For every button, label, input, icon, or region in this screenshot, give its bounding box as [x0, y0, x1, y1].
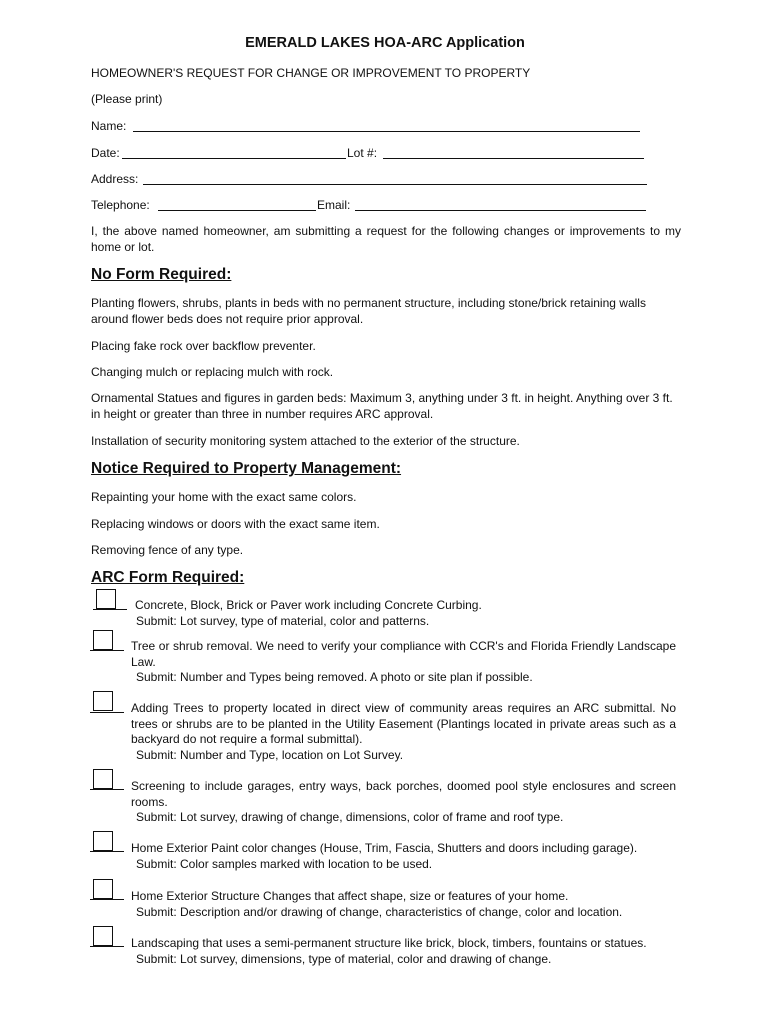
notice-item: Repainting your home with the exact same colors.	[91, 490, 357, 504]
arc-item-desc: Tree or shrub removal. We need to verify your compliance with CCR's and Florida Friendly Landscape Law.	[131, 639, 676, 669]
arc-item-desc: Home Exterior Paint color changes (House, Trim, Fascia, Shutters and doors including garage).	[131, 841, 638, 855]
arc-checkbox[interactable]	[93, 630, 113, 650]
arc-checkbox[interactable]	[93, 691, 113, 711]
date-field[interactable]	[122, 146, 346, 159]
no-form-heading: No Form Required:	[91, 266, 232, 283]
lot-field[interactable]	[383, 146, 644, 159]
arc-item-submit: Submit: Lot survey, dimensions, type of material, color and drawing of change.	[136, 951, 552, 966]
telephone-label: Telephone:	[91, 198, 150, 212]
arc-item	[131, 936, 676, 967]
arc-item-desc: Landscaping that uses a semi-permanent structure like brick, block, timbers, fountains or statues.	[131, 936, 647, 950]
date-label: Date:	[91, 146, 120, 160]
print-note: (Please print)	[91, 92, 163, 106]
intro-paragraph: I, the above named homeowner, am submitting a request for the following changes or improvements to my home or lot.	[91, 224, 681, 254]
no-form-item: Changing mulch or replacing mulch with rock.	[91, 365, 334, 379]
telephone-field[interactable]	[158, 198, 316, 211]
arc-item-submit: Submit: Description and/or drawing of change, characteristics of change, color and location.	[136, 904, 623, 919]
arc-item-desc: Concrete, Block, Brick or Paver work including Concrete Curbing.	[135, 598, 482, 612]
no-form-item: Planting flowers, shrubs, plants in beds with no permanent structure, including stone/brick retaining walls around flower beds does not require prior approval.	[91, 296, 646, 326]
checkbox-underline	[90, 650, 124, 651]
no-form-item: Ornamental Statues and figures in garden beds: Maximum 3, anything under 3 ft. in height. Anything over 3 ft. in height or greater than three in number requires ARC approval.	[91, 391, 673, 421]
address-label: Address:	[91, 172, 139, 186]
arc-item-submit: Submit: Lot survey, drawing of change, dimensions, color of frame and roof type.	[136, 810, 564, 824]
checkbox-underline	[90, 946, 124, 947]
email-label: Email:	[317, 198, 351, 212]
arc-item-submit: Submit: Number and Types being removed. A photo or site plan if possible.	[136, 670, 533, 684]
arc-item-desc: Adding Trees to property located in direct view of community areas requires an ARC submittal. No trees or shrubs are to be planted in the Utility Easement (Plantings located in private areas such as a backyard do not require a formal submittal).	[131, 701, 676, 746]
arc-checkbox[interactable]	[96, 589, 116, 609]
arc-item-submit: Submit: Color samples marked with location to be used.	[136, 856, 433, 871]
arc-item-desc: Home Exterior Structure Changes that affect shape, size or features of your home.	[131, 889, 569, 903]
lot-label: Lot #:	[347, 146, 378, 160]
checkbox-underline	[90, 899, 124, 900]
arc-item-desc: Screening to include garages, entry ways, back porches, doomed pool style enclosures and screen rooms.	[131, 779, 676, 809]
arc-item	[131, 598, 676, 629]
arc-item-submit: Submit: Lot survey, type of material, color and patterns.	[136, 613, 430, 628]
arc-heading: ARC Form Required:	[91, 569, 245, 586]
arc-item-submit: Submit: Number and Type, location on Lot Survey.	[136, 747, 404, 762]
arc-item	[131, 639, 676, 686]
notice-item: Removing fence of any type.	[91, 543, 244, 557]
checkbox-underline	[90, 789, 124, 790]
arc-checkbox[interactable]	[93, 879, 113, 899]
name-label: Name:	[91, 119, 127, 133]
checkbox-underline	[90, 851, 124, 852]
no-form-item: Installation of security monitoring system attached to the exterior of the structure.	[91, 434, 520, 448]
form-subtitle: HOMEOWNER'S REQUEST FOR CHANGE OR IMPROVEMENT TO PROPERTY	[91, 66, 531, 80]
form-title: EMERALD LAKES HOA-ARC Application	[245, 35, 525, 51]
arc-checkbox[interactable]	[93, 769, 113, 789]
notice-item: Replacing windows or doors with the exact same item.	[91, 517, 380, 531]
address-field[interactable]	[143, 172, 647, 185]
arc-item	[131, 889, 676, 920]
notice-heading: Notice Required to Property Management:	[91, 460, 402, 477]
email-field[interactable]	[355, 198, 646, 211]
arc-item	[131, 701, 676, 763]
checkbox-underline	[90, 712, 124, 713]
checkbox-underline	[93, 609, 127, 610]
arc-checkbox[interactable]	[93, 926, 113, 946]
no-form-item: Placing fake rock over backflow preventer.	[91, 339, 316, 353]
name-field[interactable]	[133, 119, 640, 132]
arc-item	[131, 779, 676, 826]
arc-checkbox[interactable]	[93, 831, 113, 851]
arc-item	[131, 841, 676, 872]
